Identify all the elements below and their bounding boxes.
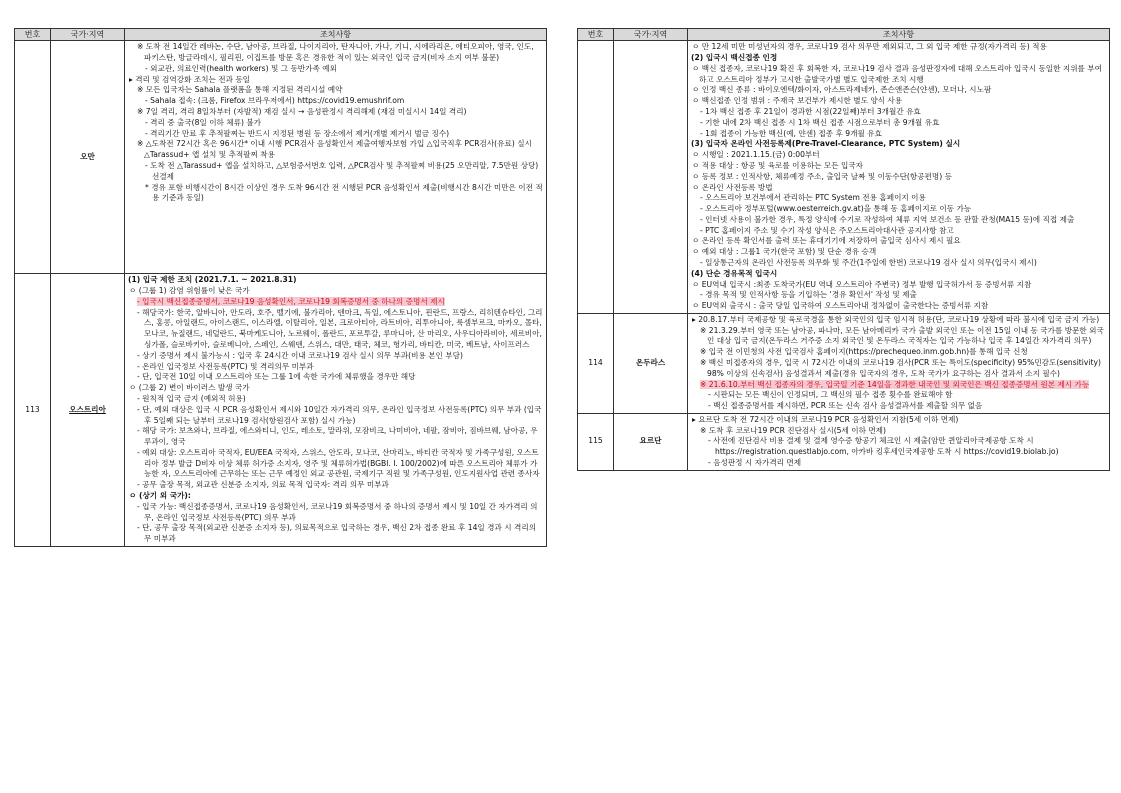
austria-cont-line: - 기한 내에 2차 백신 접종 시 1차 백신 접종 시점으로부터 총 9개월 유효 <box>700 117 940 127</box>
austria-line: - 단, 공무 출장 목적(외교관 신분증 소지자 등), 의료목적으로 입국하는 경우, 백신 2차 접종 완료 후 14일 경과 시 격리의무 미부과 <box>137 523 537 544</box>
oman-line: ※ 도착 전 14일간 레바논, 수단, 남아공, 브라질, 나이지리아, 탄자니아, 가나, 기니, 시에라리온, 에티오피아, 영국, 인도, 파키스탄, 방글라데시, 필리핀, 이집트를 방문 혹은 경유한 적이 있는 외국인 입국 금지(비자 소지 여부 불문) <box>137 42 534 63</box>
austria-cont-line: - 오스트리아 보건부에서 관리하는 PTC System 전용 홈페이지 이용 <box>700 193 926 203</box>
row-austria-cont <box>578 41 1110 314</box>
austria-cont-line: ㅇ 백신 접종자, 코로나19 확진 후 회복한 자, 코로나19 검사 결과 음성판정자에 대해 오스트리아 입국시 동일한 지위를 부여하고 오스트리아 정부가 고시한 출발국가별 별도 입국제한 조치 시행 <box>692 63 1102 84</box>
austria-line: - 단, 입국전 10일 이내 오스트리아 또는 그룹 1에 속한 국가에 체류했을 경우만 해당 <box>137 372 416 382</box>
jordan-measures <box>688 413 1110 470</box>
row-honduras <box>578 313 1110 413</box>
header-measures: 조치사항 <box>688 29 1110 41</box>
austria-cont-line: ㅇ 백신접종 인정 범위 : 주재국 보건부가 제시한 별도 양식 사용 <box>692 96 903 106</box>
honduras-num: 114 <box>578 313 614 413</box>
austria-cont-line: (4) 단순 경유목적 입국시 <box>691 268 778 278</box>
austria-cont-country <box>614 41 688 314</box>
oman-measures <box>125 41 547 274</box>
austria-cont-line: ㅇ 만 12세 미만 미성년자의 경우, 코로나19 검사 의무만 제외되고, 그 외 입국 제한 규정(자가격리 등) 적용 <box>692 42 1047 52</box>
honduras-line-highlight: ※ 21.6.10.부터 백신 접종자의 경우, 입국일 기준 14일을 경과한 내국인 및 외국인은 백신 접종증명서 원본 제시 가능 <box>700 379 1090 389</box>
austria-line: - 온라인 입국정보 사전등록(PTC) 및 격리의무 미부과 <box>137 361 314 371</box>
oman-num <box>15 41 51 274</box>
jordan-line: - 사전에 진단검사 비용 결제 및 결제 영수증 항공기 체크인 시 제출(암만 퀸알리아국제공항 도착 시 https://registration.questlabjo.com, 아카바 킹후세인국제공항 도착 시 https://covid19.biolab.jo) <box>708 436 1059 457</box>
left-table <box>14 28 547 547</box>
jordan-country: 요르단 <box>614 413 688 470</box>
oman-country: 오만 <box>51 41 125 274</box>
austria-cont-line: ㅇ 적용 대상 : 항공 및 육로를 이용하는 모든 입국자 <box>692 160 863 170</box>
honduras-country: 온두라스 <box>614 313 688 413</box>
austria-line: - 해당국가: 한국, 알바니아, 안도라, 호주, 벨기에, 불가리아, 덴마크, 독일, 에스토니아, 핀란드, 프랑스, 리히텐슈타인, 그리스, 홍콩, 아일랜드, 아이스랜드, 이스라엘, 이탈리아, 일본, 크로아티아, 라트비아, 리투아니아, 룩셈부르크, 마카오, 몰타, 모나코, 뉴질랜드, 네덜란드, 북마케도니아, 노르웨이, 폴란드, 포르투갈, 루마니아, 산 마리오, 사우디아라비아, 세르비아, 싱가폴, 슬로바키아, 슬로베니아, 스페인, 스웨덴, 스위스, 대만, 태국, 체코, 헝가리, 바티칸, 미국, 베트남, 사이프러스 <box>137 307 543 350</box>
austria-measures <box>125 274 547 547</box>
austria-line: - 단, 예외 대상은 입국 시 PCR 음성확인서 제시와 10일간 자가격리 의무, 온라인 입국정보 사전등록(PTC) 의무 부과 (입국 후 5일째 되는 날부터 코로나19 검사(항원검사 포함) 실시 가능) <box>137 404 542 425</box>
austria-cont-line: - 1차 백신 접종 후 21일이 경과한 시점(22일째)부터 3개월간 유효 <box>700 107 921 117</box>
oman-line: - 외교관, 의료인력(health workers) 및 그 동반가족 예외 <box>145 63 337 73</box>
oman-line: ※ △도착전 72시간 혹은 96시간* 이내 시행 PCR검사 음성확인서 제출여행자보험 가입 △입국직후 PCR검사(유료) 실시 △Tarassud+ 앱 설치 및 추적팔찌 착용 <box>137 139 532 160</box>
header-row <box>15 29 547 41</box>
jordan-line: - 음성판정 시 자가격리 면제 <box>708 458 802 468</box>
header-measures: 조치사항 <box>125 29 547 41</box>
header-row <box>578 29 1110 41</box>
austria-line: - 입국 가능: 백신접종증명서, 코로나19 음성확인서, 코로나19 회복증명서 중 하나의 증명서 제시 및 10일 간 자가격리 의무, 온라인 입국정보 사전등록(PTC) 의무 부과 <box>137 501 538 522</box>
austria-cont-line: ㅇ 시행일 : 2021.1.15.(금) 0:00부터 <box>692 150 820 160</box>
austria-cont-line: - 1회 접종이 가능한 백신(예, 얀센) 접종 후 9개월 유효 <box>700 128 882 138</box>
austria-cont-line: ㅇ 인정 백신 종류 : 바이오엔텍/화이자, 아스트라제네카, 존슨앤존슨(얀센), 모더나, 시노팜 <box>692 85 992 95</box>
oman-line: ※ 7일 격리, 격리 8일차부터 (자발적) 재검 실시 → 음성판정시 격리해제 (재검 미실시시 14일 격리) <box>137 107 467 117</box>
austria-cont-line: (3) 입국자 온라인 사전등록제(Pre-Travel-Clearance, PTC System) 실시 <box>691 139 961 149</box>
austria-line: (1) 입국 제한 조치 (2021.7.1. ~ 2021.8.31) <box>128 275 297 285</box>
jordan-line: ※ 도착 후 코로나19 PCR 진단검사 실시(5세 이하 면제) <box>700 425 886 435</box>
jordan-num: 115 <box>578 413 614 470</box>
austria-cont-line: ㅇ 예외 대상 : 그룹1 국가(한국 포함) 및 단순 경유 승객 <box>692 247 877 257</box>
oman-line: - 격리 중 출국(8일 이하 체류) 불가 <box>145 117 262 127</box>
austria-cont-line: - 인터넷 사용이 불가한 경우, 특정 양식에 수기로 작성하여 체류 지역 보건소 등 관할 관청(MA15 등)에 직접 제출 <box>700 214 1075 224</box>
oman-line: * 경유 포함 비행시간이 8시간 이상인 경우 도착 96시간 전 시행된 PCR 음성확인서 제출(비행시간 8시간 미만은 이전 적용 기준과 동일) <box>145 182 543 203</box>
austria-cont-line: - 오스트리아 정부포털(www.oesterreich.gv.at)을 통해 동 홈페이지로 이동 가능 <box>700 204 972 214</box>
header-country: 국가·지역 <box>51 29 125 41</box>
austria-cont-line: - 경유 목적 및 인적사항 등을 기입하는 '경유 확인서' 작성 및 제출 <box>700 290 917 300</box>
honduras-line: ※ 입국 전 이민청의 사전 입국검사 홈페이지(https://prechequeo.inm.gob.hn)를 통해 입국 신청 <box>700 347 1028 357</box>
austria-cont-line: (2) 입국시 백신접종 인정 <box>691 53 778 63</box>
honduras-measures <box>688 313 1110 413</box>
austria-cont-line: ㅇ 온라인 등록 확인서를 출력 또는 휴대기기에 저장하여 출입국 심사시 제시 필요 <box>692 236 961 246</box>
austria-cont-measures <box>688 41 1110 314</box>
honduras-line: - 백신 접종증명서를 제시하면, PCR 또는 신속 검사 음성결과서를 제출할 의무 없음 <box>708 401 983 411</box>
jordan-line: ▸ 요르단 도착 전 72시간 이내의 코로나19 PCR 음성확인서 지참(5세 이하 면제) <box>692 414 959 424</box>
austria-num: 113 <box>15 274 51 547</box>
austria-line: - 원칙적 입국 금지 (예외적 허용) <box>137 393 246 403</box>
austria-line: ㅇ (상기 외 국가): <box>129 490 191 500</box>
oman-line: - 도착 전 △Tarassud+ 앱을 설치하고, △보험증서번호 입력, △PCR검사 및 추적팔찌 비용(25 오만리알, 7.5만원 상당) 선결제 <box>145 160 539 181</box>
row-austria <box>15 274 547 547</box>
row-jordan <box>578 413 1110 470</box>
header-country: 국가·지역 <box>614 29 688 41</box>
austria-cont-line: - PTC 홈페이지 주소 및 수기 작성 양식은 주오스트리아대사관 공지사항 참고 <box>700 225 954 235</box>
austria-line-highlight: - 입국시 백신접종증명서, 코로나19 음성확인서, 코로나19 회복증명서 중 하나의 증명서 제시 <box>137 296 445 306</box>
austria-line: ㅇ (그룹 2) 변이 바이러스 발생 국가 <box>129 383 250 393</box>
right-table <box>577 28 1110 471</box>
austria-cont-line: ㅇ EU역외 출국시 : 출국 당일 입국하여 오스트리아내 정차없이 출국한다는 증빙서류 지참 <box>692 301 989 311</box>
header-num: 번호 <box>578 29 614 41</box>
austria-line: ㅇ (그룹 1) 감염 위험률이 낮은 국가 <box>129 286 250 296</box>
austria-country: 오스트리아 <box>51 274 125 547</box>
honduras-line: - 시판되는 모든 백신이 인정되며, 그 백신의 필수 접종 횟수를 완료해야 함 <box>708 390 953 400</box>
austria-cont-line: ㅇ EU역내 입국시 :최종 도착국가(EU 역내 오스트리아 주변국) 정부 발행 입국허가서 등 증빙서류 지참 <box>692 279 1032 289</box>
header-num: 번호 <box>15 29 51 41</box>
oman-line: ※ 모든 입국자는 Sahala 플랫폼을 통해 지정된 격리시설 예약 <box>137 85 343 95</box>
oman-line: - Sahala 접속: (크롬, Firefox 브라우저에서) https://covid19.emushrif.om <box>145 96 405 106</box>
austria-cont-num <box>578 41 614 314</box>
oman-line: ▸ 격리 및 검역강화 조치는 전과 동일 <box>129 74 250 84</box>
honduras-line: ※ 21.3.29.부터 영국 또는 남아공, 파나마, 모든 남아메리카 국가 출발 외국인 또는 이전 15일 이내 동 국가를 방문한 외국인 대상 입국 금지(온두라스 거주증 소지 외국인 및 온두라스 국적자는 입국 가능하나 입국 후 14일간 자가격리 의무) <box>700 325 1104 346</box>
austria-line: - 공무 출장 목적, 외교관 신분증 소지자, 의료 목적 입국자: 격리 의무 미부과 <box>137 480 389 490</box>
austria-line: - 해당 국가: 보츠와나, 브라질, 에스와티니, 인도, 레소토, 말라위, 모잠비크, 나미비아, 네팔, 잠비아, 짐바브웨, 남아공, 우루과이, 영국 <box>137 426 538 447</box>
austria-cont-line: - 일상통근자의 온라인 사전등록 의무화 및 주간(1주일에 한번) 코로나19 검사 실시 의무(입국시 제시) <box>700 257 1037 267</box>
oman-line: - 격리기간 만료 후 추적팔찌는 반드시 지정된 병원 등 장소에서 제거(개별 제거시 벌금 징수) <box>145 128 450 138</box>
austria-cont-line: ㅇ 온라인 사전등록 방법 <box>692 182 773 192</box>
austria-cont-line: ㅇ 등록 정보 : 인적사항, 체류예정 주소, 출입국 날짜 및 이동수단(항공편명) 등 <box>692 171 952 181</box>
austria-line: - 예외 대상: 오스트리아 국적자, EU/EEA 국적자, 스위스, 안도라, 모나코, 산마리노, 바티칸 국적자 및 가족구성원, 오스트리아 정부 발급 D비자 이상 체류 허가증 소지자, 영주 및 체류허가법(BGBl. I. 100/2002)에 따른 오스트리아 체류가 가능한 자, 오스트리아에 근무하는 또는 근무 예정인 외교 공관원, 국제기구 직원 및 가족구성원, 인도지원사업 관련 종사자 <box>137 447 540 479</box>
row-oman <box>15 41 547 274</box>
austria-line: - 상기 증명서 제시 불가능시 : 입국 후 24시간 이내 코로나19 검사 실시 의무 부과(비용 본인 부담) <box>137 350 463 360</box>
honduras-line: ▸ 20.8.17.부터 국제공항 및 육로국경을 통한 외국인의 입국 임시적 허용(단, 코로나19 상황에 따라 불시에 입국 금지 가능) <box>692 314 1100 324</box>
honduras-line: ※ 백신 미접종자의 경우, 입국 시 72시간 이내의 코로나19 검사(PCR 또는 특이도(specificity) 95%민감도(sensitivity) 98% 이상의 신속검사) 음성결과서 제출(경유 입국자의 경우, 도착 국가가 요구하는 검사 결과서 소지 필수) <box>700 358 1101 378</box>
